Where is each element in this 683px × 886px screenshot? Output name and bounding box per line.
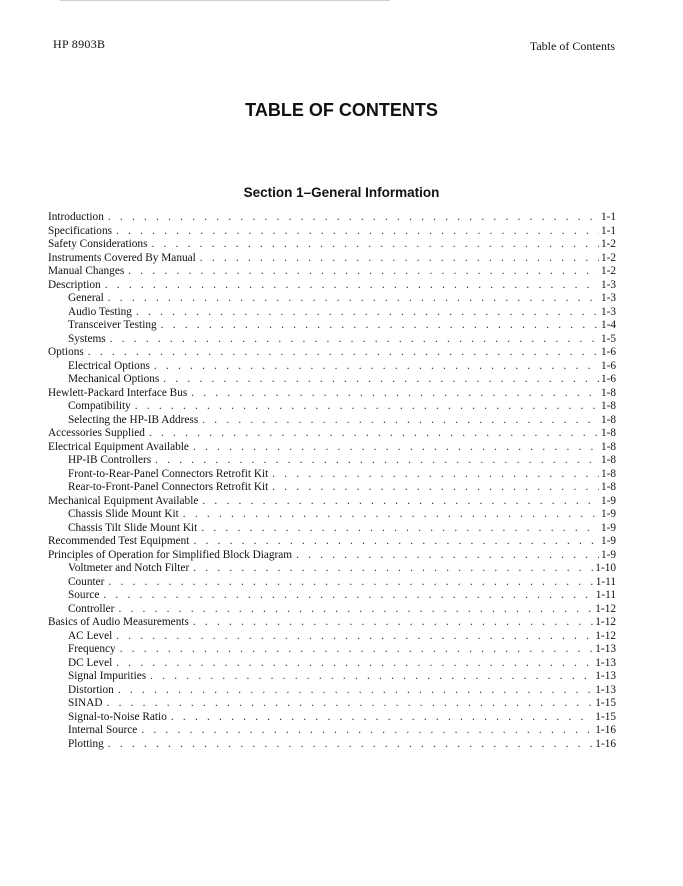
dot-leader [108,576,593,590]
toc-entry[interactable] [48,508,616,522]
toc-entry-page: 1-16 [595,737,616,750]
toc-entry[interactable] [48,549,616,563]
toc-entry-page: 1-8 [600,440,616,453]
toc-entry[interactable] [48,697,616,711]
dot-leader [193,562,593,576]
toc-entry-label: Selecting the HP-IB Address [68,413,199,426]
toc-entry-label: Transceiver Testing [68,319,157,331]
toc-entry-label: Chassis Tilt Slide Mount Kit [68,521,198,534]
dot-leader [154,360,599,374]
toc-entry-page: 1-6 [600,373,616,385]
toc-entry-page: 1-3 [600,278,616,291]
toc-entry[interactable] [48,238,616,252]
dot-leader [193,441,599,455]
toc-entry-label: Basics of Audio Measurements [48,616,189,628]
toc-entry-label: Safety Considerations [48,238,148,250]
dot-leader [193,535,599,549]
toc-entry-page: 1-8 [600,427,616,439]
dot-leader [201,522,599,536]
toc-entry[interactable] [48,319,616,333]
toc-entry-label: Counter [68,575,105,588]
toc-entry-label: Internal Source [68,724,138,736]
toc-entry[interactable] [48,387,616,401]
dot-leader [118,603,593,617]
toc-entry[interactable] [48,522,616,536]
toc-entry-label: Specifications [48,224,112,237]
toc-entry-page: 1-10 [595,562,616,574]
dot-leader [116,225,599,239]
toc-entry-label: Principles of Operation for Simplified Block Diagram [48,548,293,561]
toc-entry[interactable] [48,589,616,603]
toc-entry-label: Accessories Supplied [48,427,145,439]
toc-entry-page: 1-1 [600,224,616,237]
toc-entry-page: 1-8 [600,400,616,412]
dot-leader [128,265,599,279]
toc-entry-page: 1-13 [595,656,616,669]
toc-entry-label: Compatibility [68,400,131,412]
toc-entry-page: 1-2 [600,238,616,250]
dot-leader [183,508,599,522]
dot-leader [108,211,599,225]
dot-leader [296,549,599,563]
toc-entry-page: 1-6 [600,359,616,372]
toc-entry-page: 1-11 [595,575,616,588]
toc-entry[interactable] [48,414,616,428]
dot-leader [202,414,599,428]
toc-entry-label: Distortion [68,683,114,696]
toc-entry-page: 1-8 [600,454,616,466]
toc-entry[interactable] [48,495,616,509]
toc-entry-label: Plotting [68,737,104,750]
toc-entry-label: Frequency [68,643,116,655]
toc-entry-label: AC Level [68,629,113,642]
header-page-title: Table of Contents [529,39,615,53]
toc-entry-label: DC Level [68,656,113,669]
toc-entry[interactable] [48,657,616,671]
header-manual-id: HP 8903B [53,37,106,51]
toc-entry-page: 1-9 [600,508,616,520]
toc-entry-page: 1-9 [600,521,616,534]
dot-leader [108,738,593,752]
toc-entry-page: 1-9 [600,494,616,507]
toc-entry-page: 1-13 [595,683,616,696]
toc-entry[interactable] [48,684,616,698]
section-heading: Section 1–General Information [243,185,440,200]
toc-entry-label: Source [68,589,100,601]
toc-entry-label: SINAD [68,697,103,709]
toc-entry[interactable] [48,373,616,387]
toc-entry-label: Voltmeter and Notch Filter [68,562,190,574]
toc-entry[interactable] [48,670,616,684]
dot-leader [136,306,599,320]
toc-entry-label: Front-to-Rear-Panel Connectors Retrofit Kit [68,467,269,480]
toc-entry[interactable] [48,225,616,239]
toc-entry[interactable] [48,333,616,347]
dot-leader [105,279,599,293]
toc-entry-page: 1-12 [595,616,616,628]
toc-entry[interactable] [48,211,616,225]
toc-entry-page: 1-8 [600,386,616,399]
toc-entry-label: Chassis Slide Mount Kit [68,508,179,520]
toc-entry-label: Audio Testing [68,305,132,318]
toc-entry-page: 1-13 [595,643,616,655]
toc-entry-label: Hewlett-Packard Interface Bus [48,386,188,399]
dot-leader [116,630,593,644]
dot-leader [110,333,599,347]
toc-entry-label: Electrical Options [68,359,150,372]
toc-entry[interactable] [48,306,616,320]
toc-entry-page: 1-11 [595,589,616,601]
toc-entry[interactable] [48,630,616,644]
toc-entry-label: General [68,292,104,304]
dot-leader [191,387,599,401]
toc-entry-page: 1-8 [600,413,616,426]
toc-entry[interactable] [48,711,616,725]
toc-entry-page: 1-13 [595,670,616,682]
toc-entry-page: 1-9 [600,548,616,561]
toc-entry-page: 1-1 [600,211,616,223]
toc-entry-page: 1-15 [595,710,616,723]
scan-edge-line [60,0,390,1]
toc-entry-label: HP-IB Controllers [68,454,152,466]
toc-entry[interactable] [48,360,616,374]
toc-entry[interactable] [48,738,616,752]
toc-entry-label: Introduction [48,211,104,223]
toc-entry-label: Signal-to-Noise Ratio [68,710,167,723]
toc-entry-page: 1-3 [600,292,616,304]
dot-leader [103,589,593,603]
toc-entry-page: 1-8 [600,467,616,480]
toc-entry-page: 1-12 [595,629,616,642]
toc-entry-label: Recommended Test Equipment [48,535,190,547]
toc-entry[interactable] [48,562,616,576]
toc-entry[interactable] [48,724,616,738]
dot-leader [202,495,599,509]
toc-entry-page: 1-16 [595,724,616,736]
toc-entry-page: 1-4 [600,319,616,331]
toc-entry[interactable] [48,481,616,495]
dot-leader [118,684,593,698]
toc-entry[interactable] [48,616,616,630]
toc-entry-page: 1-2 [600,265,616,277]
toc-entry[interactable] [48,535,616,549]
toc-entry[interactable] [48,265,616,279]
dot-leader [107,697,594,711]
dot-leader [200,252,599,266]
toc-list [48,211,616,751]
toc-entry-label: Signal Impurities [68,670,147,682]
toc-entry-page: 1-2 [600,251,616,264]
toc-entry-label: Mechanical Equipment Available [48,494,199,507]
toc-entry-label: Systems [68,332,106,345]
toc-entry[interactable] [48,468,616,482]
toc-entry-page: 1-5 [600,332,616,345]
dot-leader [149,427,599,441]
dot-leader [108,292,599,306]
toc-entry[interactable] [48,643,616,657]
dot-leader [171,711,593,725]
toc-entry-label: Controller [68,602,115,615]
page-title: TABLE OF CONTENTS [245,100,438,120]
toc-entry[interactable] [48,603,616,617]
toc-entry-label: Description [48,278,101,291]
dot-leader [88,346,599,360]
toc-entry-page: 1-9 [600,535,616,547]
toc-entry[interactable] [48,427,616,441]
toc-entry[interactable] [48,400,616,414]
dot-leader [120,643,594,657]
dot-leader [116,657,593,671]
dot-leader [272,468,599,482]
toc-entry-label: Manual Changes [48,265,125,277]
toc-entry-label: Mechanical Options [68,373,160,385]
dot-leader [135,400,599,414]
toc-entry-label: Electrical Equipment Available [48,440,189,453]
dot-leader [155,454,599,468]
dot-leader [141,724,593,738]
toc-entry[interactable] [48,252,616,266]
dot-leader [163,373,599,387]
toc-entry[interactable] [48,576,616,590]
toc-entry-page: 1-15 [595,697,616,709]
toc-entry-page: 1-6 [600,346,616,358]
toc-entry-page: 1-3 [600,305,616,318]
toc-entry-page: 1-12 [595,602,616,615]
toc-entry[interactable] [48,454,616,468]
dot-leader [161,319,599,333]
toc-entry[interactable] [48,346,616,360]
toc-entry[interactable] [48,279,616,293]
dot-leader [193,616,593,630]
toc-entry[interactable] [48,292,616,306]
toc-entry-label: Options [48,346,84,358]
toc-entry-label: Instruments Covered By Manual [48,251,196,264]
dot-leader [151,238,598,252]
toc-entry[interactable] [48,441,616,455]
dot-leader [150,670,593,684]
toc-entry-label: Rear-to-Front-Panel Connectors Retrofit Kit [68,481,269,493]
dot-leader [272,481,599,495]
toc-entry-page: 1-8 [600,481,616,493]
